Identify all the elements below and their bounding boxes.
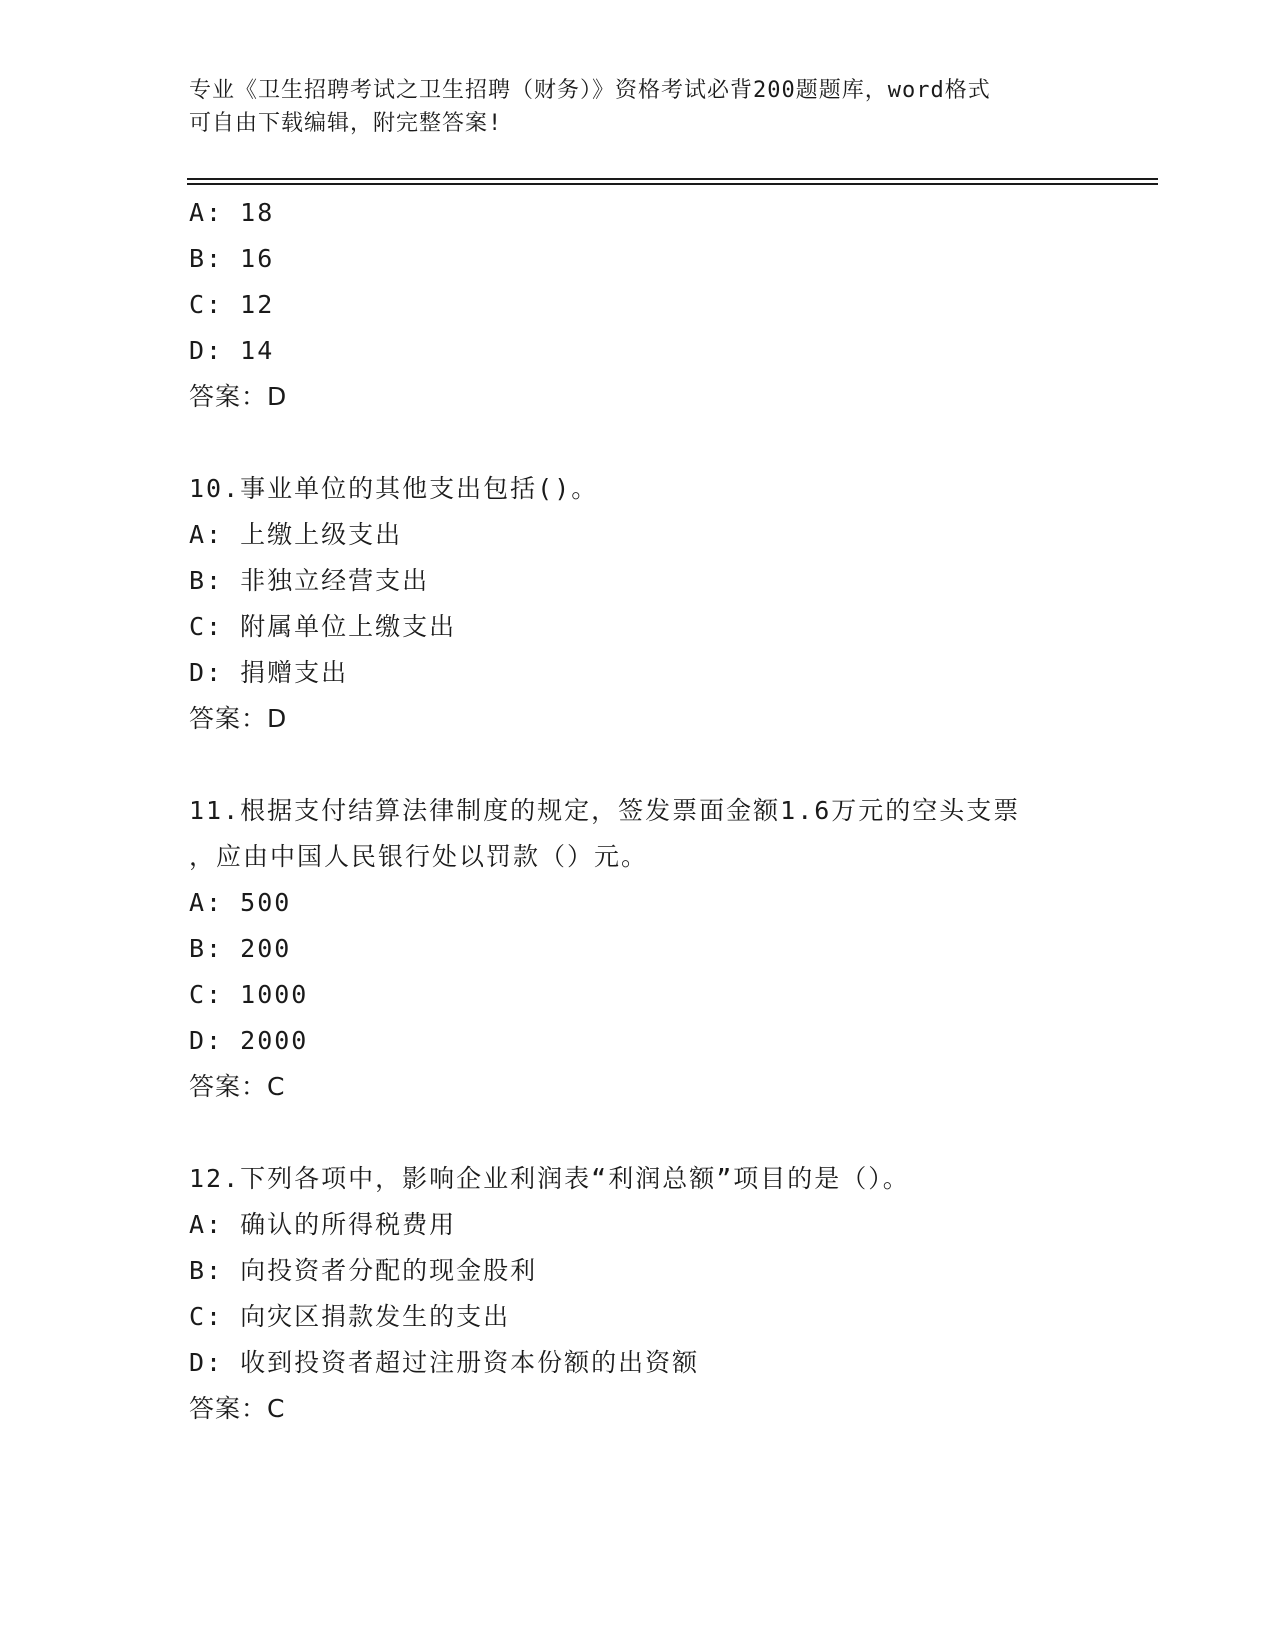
answer-line: 答案：C: [189, 1072, 286, 1101]
question-text: 12.下列各项中，影响企业利润表“利润总额”项目的是（）。: [189, 1164, 910, 1193]
spacer: [189, 420, 1129, 466]
option-a: A: 上缴上级支出: [189, 520, 403, 549]
question-text-line-1: 11.根据支付结算法律制度的规定，签发票面金额1.6万元的空头支票: [189, 796, 1021, 825]
header-line-2: 可自由下载编辑，附完整答案!: [189, 111, 503, 136]
header-rule-bottom: [187, 183, 1158, 185]
question-text-line-2: ，应由中国人民银行处以罚款（）元。: [189, 842, 649, 871]
option-c: C: 12: [189, 290, 275, 319]
answer-line: 答案：C: [189, 1394, 286, 1423]
option-b: B: 16: [189, 244, 275, 273]
option-b: B: 向投资者分配的现金股利: [189, 1256, 538, 1285]
header-rule-top: [187, 178, 1158, 180]
answer-line: 答案：D: [189, 704, 288, 733]
question-12: [189, 1156, 1129, 1432]
option-a: A: 500: [189, 888, 292, 917]
option-c: C: 向灾区捐款发生的支出: [189, 1302, 511, 1331]
header-line-1: 专业《卫生招聘考试之卫生招聘（财务）》资格考试必背200题题库，word格式: [189, 78, 991, 103]
spacer: [189, 1110, 1129, 1156]
option-d: D: 收到投资者超过注册资本份额的出资额: [189, 1348, 700, 1377]
option-a: A: 18: [189, 198, 275, 227]
option-c: C: 附属单位上缴支出: [189, 612, 457, 641]
option-d: D: 捐赠支出: [189, 658, 349, 687]
option-d: D: 2000: [189, 1026, 309, 1055]
question-11: [189, 788, 1129, 1110]
question-list: [189, 190, 1129, 1432]
answer-line: 答案：D: [189, 382, 288, 411]
spacer: [189, 742, 1129, 788]
question-9: [189, 190, 1129, 420]
option-c: C: 1000: [189, 980, 309, 1009]
question-text: 10.事业单位的其他支出包括()。: [189, 474, 599, 503]
option-b: B: 非独立经营支出: [189, 566, 430, 595]
document-header: [189, 74, 1089, 140]
question-10: [189, 466, 1129, 742]
option-d: D: 14: [189, 336, 275, 365]
option-b: B: 200: [189, 934, 292, 963]
option-a: A: 确认的所得税费用: [189, 1210, 457, 1239]
